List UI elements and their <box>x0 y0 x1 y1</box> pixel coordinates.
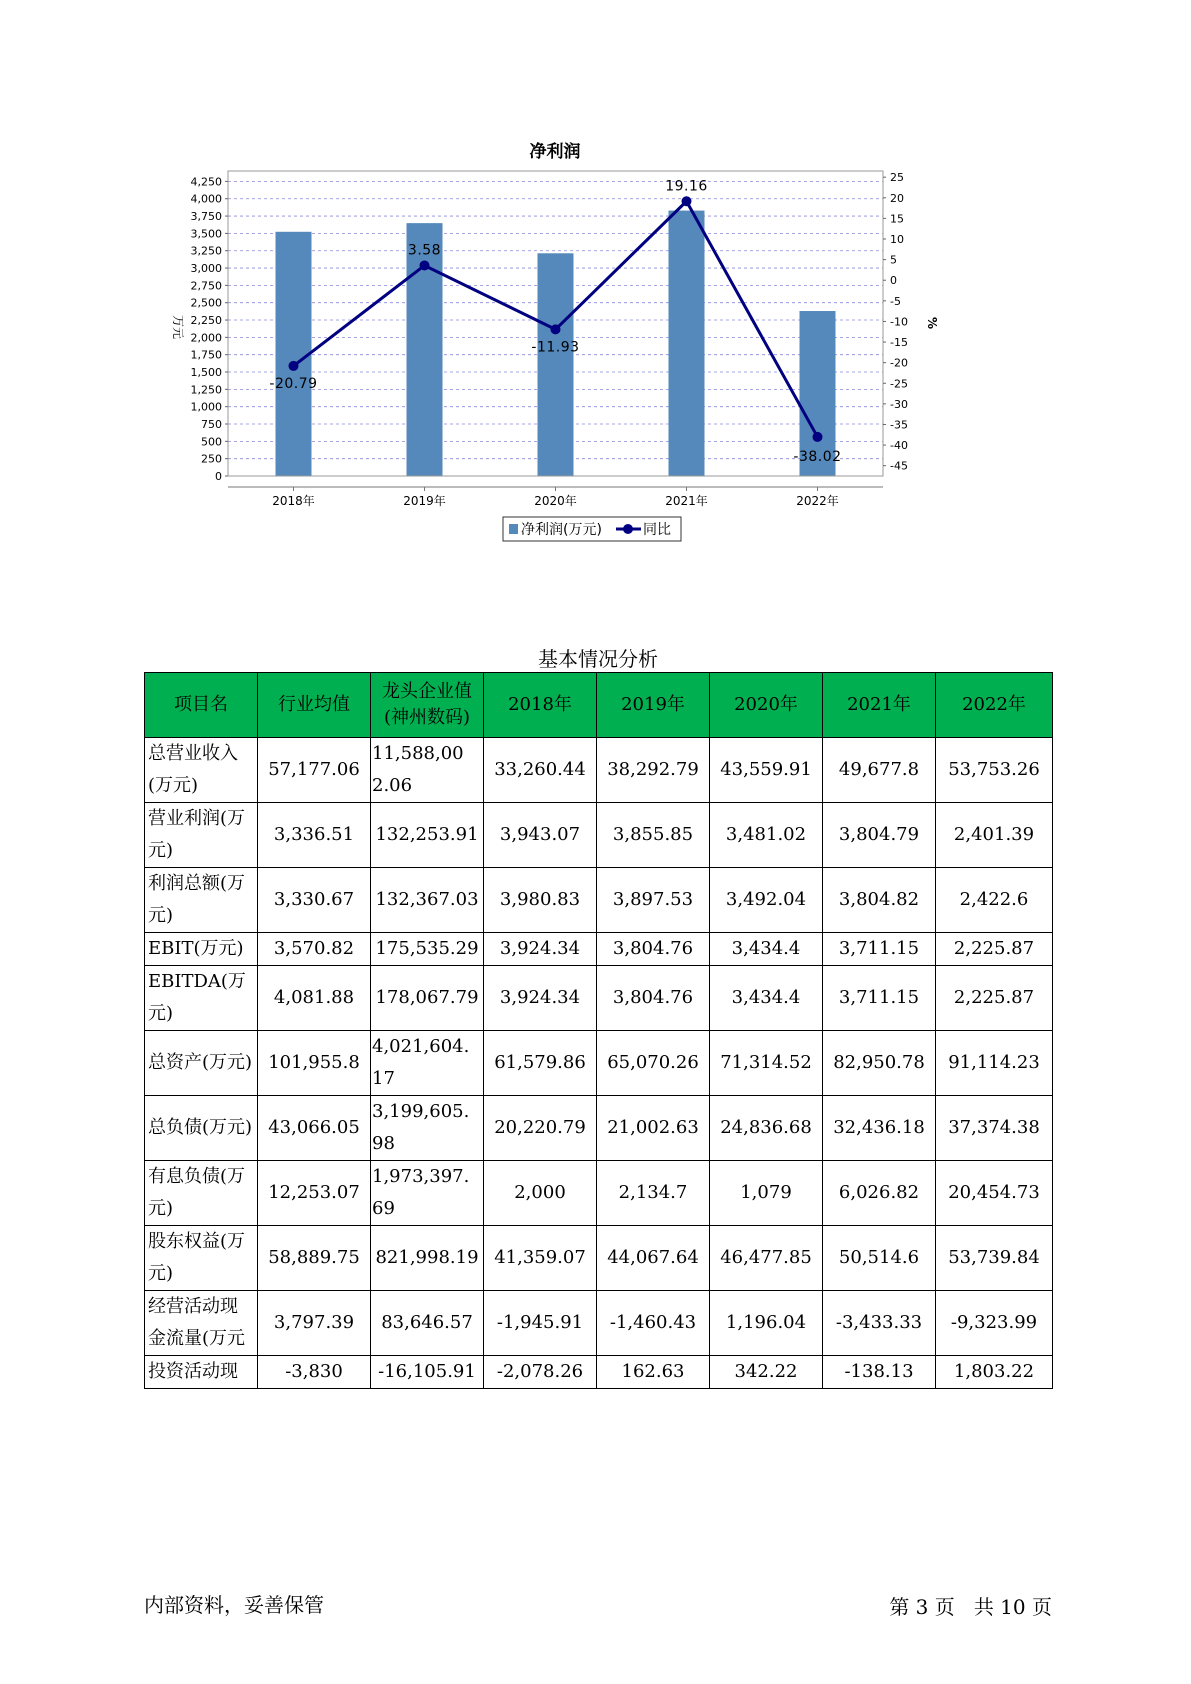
table-cell: 20,220.79 <box>484 1096 597 1161</box>
table-cell: 2,225.87 <box>936 933 1053 966</box>
table-cell: 2,134.7 <box>597 1161 710 1226</box>
yoy-data-label: -38.02 <box>793 448 842 465</box>
table-cell: -1,945.91 <box>484 1291 597 1356</box>
table-cell: 3,330.67 <box>258 868 371 933</box>
legend-line-marker <box>623 524 633 534</box>
table-cell: 3,797.39 <box>258 1291 371 1356</box>
row-label: 总负债(万元) <box>145 1096 258 1161</box>
y-tick-label: 3,250 <box>190 244 222 258</box>
y2-tick-label: 25 <box>890 171 904 185</box>
table-cell: 1,079 <box>710 1161 823 1226</box>
table-cell: 3,336.51 <box>258 803 371 868</box>
table-caption: 基本情况分析 <box>538 647 658 671</box>
y2-tick-label: 5 <box>890 253 897 267</box>
table-cell: 11,588,002.06 <box>371 738 484 803</box>
table-cell: 3,199,605.98 <box>371 1096 484 1161</box>
table-cell: -3,433.33 <box>823 1291 936 1356</box>
table-cell: 3,492.04 <box>710 868 823 933</box>
yoy-data-label: 3.58 <box>407 242 442 259</box>
table-cell: 20,454.73 <box>936 1161 1053 1226</box>
col-header: 龙头企业值(神州数码) <box>371 673 484 738</box>
table-cell: 2,401.39 <box>936 803 1053 868</box>
table-row <box>145 868 1053 933</box>
table-cell: -3,830 <box>258 1356 371 1389</box>
y2-tick-label: 0 <box>890 274 897 288</box>
table-cell: 57,177.06 <box>258 738 371 803</box>
table-cell: 46,477.85 <box>710 1226 823 1291</box>
table-cell: 71,314.52 <box>710 1031 823 1096</box>
y2-tick-label: 15 <box>890 212 904 226</box>
table-cell: 3,804.79 <box>823 803 936 868</box>
x-tick-label: 2022年 <box>796 494 839 508</box>
table-row <box>145 1096 1053 1161</box>
y-axis-label: 万元 <box>171 314 185 340</box>
y-tick-label: 750 <box>201 418 222 432</box>
table-cell: 44,067.64 <box>597 1226 710 1291</box>
bar <box>669 211 705 476</box>
legend-bar-label: 净利润(万元) <box>521 522 602 538</box>
table-cell: 83,646.57 <box>371 1291 484 1356</box>
y-tick-label: 4,250 <box>190 175 222 189</box>
yoy-data-label: -20.79 <box>269 375 318 392</box>
table-cell: 3,943.07 <box>484 803 597 868</box>
chart-title: 净利润 <box>529 142 581 162</box>
col-header: 2020年 <box>710 673 823 738</box>
y-tick-label: 1,000 <box>190 400 222 414</box>
y2-tick-label: -30 <box>890 397 908 411</box>
table-row <box>145 966 1053 1031</box>
bar <box>276 232 312 476</box>
table-row <box>145 1031 1053 1096</box>
col-header: 2022年 <box>936 673 1053 738</box>
chart-legend <box>503 517 681 541</box>
row-label: EBITDA(万元) <box>145 966 258 1031</box>
table-cell: 53,753.26 <box>936 738 1053 803</box>
table-cell: 3,711.15 <box>823 966 936 1031</box>
row-label: 总营业收入(万元) <box>145 738 258 803</box>
y-tick-label: 2,750 <box>190 279 222 293</box>
table-cell: 43,066.05 <box>258 1096 371 1161</box>
table-row <box>145 803 1053 868</box>
table-cell: 38,292.79 <box>597 738 710 803</box>
table-cell: -138.13 <box>823 1356 936 1389</box>
table-cell: 4,021,604.17 <box>371 1031 484 1096</box>
x-tick-label: 2019年 <box>403 494 446 508</box>
table-row <box>145 738 1053 803</box>
y-tick-label: 3,000 <box>190 262 222 276</box>
row-label: 经营活动现金流量(万元 <box>145 1291 258 1356</box>
y-tick-label: 4,000 <box>190 192 222 206</box>
table-row <box>145 933 1053 966</box>
table-cell: 132,367.03 <box>371 868 484 933</box>
row-label: 投资活动现 <box>145 1356 258 1389</box>
y-tick-label: 2,250 <box>190 314 222 328</box>
yoy-point <box>420 260 430 270</box>
row-label: 营业利润(万元) <box>145 803 258 868</box>
y2-tick-label: 10 <box>890 233 904 247</box>
table-cell: 3,804.76 <box>597 933 710 966</box>
table-cell: 50,514.6 <box>823 1226 936 1291</box>
y2-tick-label: -25 <box>890 377 908 391</box>
table-cell: 3,434.4 <box>710 966 823 1031</box>
y2-axis-label: % <box>925 316 939 330</box>
bar <box>538 253 574 476</box>
y-tick-label: 2,500 <box>190 296 222 310</box>
row-label: EBIT(万元) <box>145 933 258 966</box>
y2-tick-label: -35 <box>890 418 908 432</box>
table-cell: 91,114.23 <box>936 1031 1053 1096</box>
x-tick-label: 2018年 <box>272 494 315 508</box>
table-cell: 132,253.91 <box>371 803 484 868</box>
y-tick-label: 1,750 <box>190 348 222 362</box>
yoy-point <box>682 196 692 206</box>
table-cell: 41,359.07 <box>484 1226 597 1291</box>
table-cell: 43,559.91 <box>710 738 823 803</box>
table-cell: 3,924.34 <box>484 966 597 1031</box>
table-cell: 33,260.44 <box>484 738 597 803</box>
y2-tick-label: 20 <box>890 191 904 205</box>
legend-bar-swatch <box>509 524 518 534</box>
row-label: 利润总额(万元) <box>145 868 258 933</box>
y2-tick-label: -40 <box>890 439 908 453</box>
table-cell: 12,253.07 <box>258 1161 371 1226</box>
table-cell: 1,196.04 <box>710 1291 823 1356</box>
table-cell: 342.22 <box>710 1356 823 1389</box>
table-cell: 2,225.87 <box>936 966 1053 1031</box>
table-cell: 3,804.82 <box>823 868 936 933</box>
table-cell: 58,889.75 <box>258 1226 371 1291</box>
page-number: 第 3 页 共 10 页 <box>889 1595 1052 1619</box>
table-cell: 3,434.4 <box>710 933 823 966</box>
table-cell: 3,481.02 <box>710 803 823 868</box>
table-cell: 49,677.8 <box>823 738 936 803</box>
table-cell: 1,803.22 <box>936 1356 1053 1389</box>
y-tick-label: 2,000 <box>190 331 222 345</box>
table-cell: 1,973,397.69 <box>371 1161 484 1226</box>
table-cell: 24,836.68 <box>710 1096 823 1161</box>
table-header-row <box>145 673 1053 738</box>
col-header: 2019年 <box>597 673 710 738</box>
table-cell: 3,570.82 <box>258 933 371 966</box>
y-tick-label: 3,750 <box>190 210 222 224</box>
yoy-point <box>551 324 561 334</box>
yoy-data-label: -11.93 <box>531 339 580 356</box>
y2-tick-label: -15 <box>890 336 908 350</box>
table-cell: 21,002.63 <box>597 1096 710 1161</box>
table-cell: 162.63 <box>597 1356 710 1389</box>
yoy-data-label: 19.16 <box>665 178 708 195</box>
table-cell: 101,955.8 <box>258 1031 371 1096</box>
table-cell: 53,739.84 <box>936 1226 1053 1291</box>
legend-line-label: 同比 <box>643 522 671 538</box>
table-cell: 65,070.26 <box>597 1031 710 1096</box>
table-cell: 3,980.83 <box>484 868 597 933</box>
table-cell: 175,535.29 <box>371 933 484 966</box>
net-profit-chart <box>171 135 1020 600</box>
table-cell: 3,897.53 <box>597 868 710 933</box>
y-tick-label: 1,500 <box>190 366 222 380</box>
table-cell: 82,950.78 <box>823 1031 936 1096</box>
table-cell: 6,026.82 <box>823 1161 936 1226</box>
table-cell: -9,323.99 <box>936 1291 1053 1356</box>
table-cell: -1,460.43 <box>597 1291 710 1356</box>
footer-confidential: 内部资料，妥善保管 <box>144 1593 324 1617</box>
table-row <box>145 1291 1053 1356</box>
table-cell: -2,078.26 <box>484 1356 597 1389</box>
row-label: 总资产(万元) <box>145 1031 258 1096</box>
table-cell: 178,067.79 <box>371 966 484 1031</box>
table-row <box>145 1356 1053 1389</box>
y-tick-label: 250 <box>201 452 222 466</box>
y-tick-label: 500 <box>201 435 222 449</box>
basic-analysis-table <box>144 672 1053 1389</box>
col-header: 2021年 <box>823 673 936 738</box>
table-cell: 821,998.19 <box>371 1226 484 1291</box>
y2-tick-label: -45 <box>890 459 908 473</box>
col-header: 行业均值 <box>258 673 371 738</box>
x-tick-label: 2021年 <box>665 494 708 508</box>
row-label: 有息负债(万元) <box>145 1161 258 1226</box>
table-row <box>145 1226 1053 1291</box>
table-cell: 61,579.86 <box>484 1031 597 1096</box>
table-cell: 2,422.6 <box>936 868 1053 933</box>
col-header: 项目名 <box>145 673 258 738</box>
yoy-point <box>289 361 299 371</box>
yoy-point <box>813 432 823 442</box>
table-cell: 37,374.38 <box>936 1096 1053 1161</box>
col-header: 2018年 <box>484 673 597 738</box>
y-tick-label: 0 <box>215 470 222 483</box>
table-cell: 4,081.88 <box>258 966 371 1031</box>
table-cell: -16,105.91 <box>371 1356 484 1389</box>
table-cell: 3,924.34 <box>484 933 597 966</box>
table-row <box>145 1161 1053 1226</box>
table-cell: 3,711.15 <box>823 933 936 966</box>
table-cell: 3,804.76 <box>597 966 710 1031</box>
x-tick-label: 2020年 <box>534 494 577 508</box>
y2-tick-label: -20 <box>890 356 908 370</box>
y-tick-label: 1,250 <box>190 383 222 397</box>
y2-tick-label: -10 <box>890 315 908 329</box>
table-cell: 32,436.18 <box>823 1096 936 1161</box>
y-tick-label: 3,500 <box>190 227 222 241</box>
y2-tick-label: -5 <box>890 294 901 308</box>
row-label: 股东权益(万元) <box>145 1226 258 1291</box>
table-cell: 3,855.85 <box>597 803 710 868</box>
table-cell: 2,000 <box>484 1161 597 1226</box>
